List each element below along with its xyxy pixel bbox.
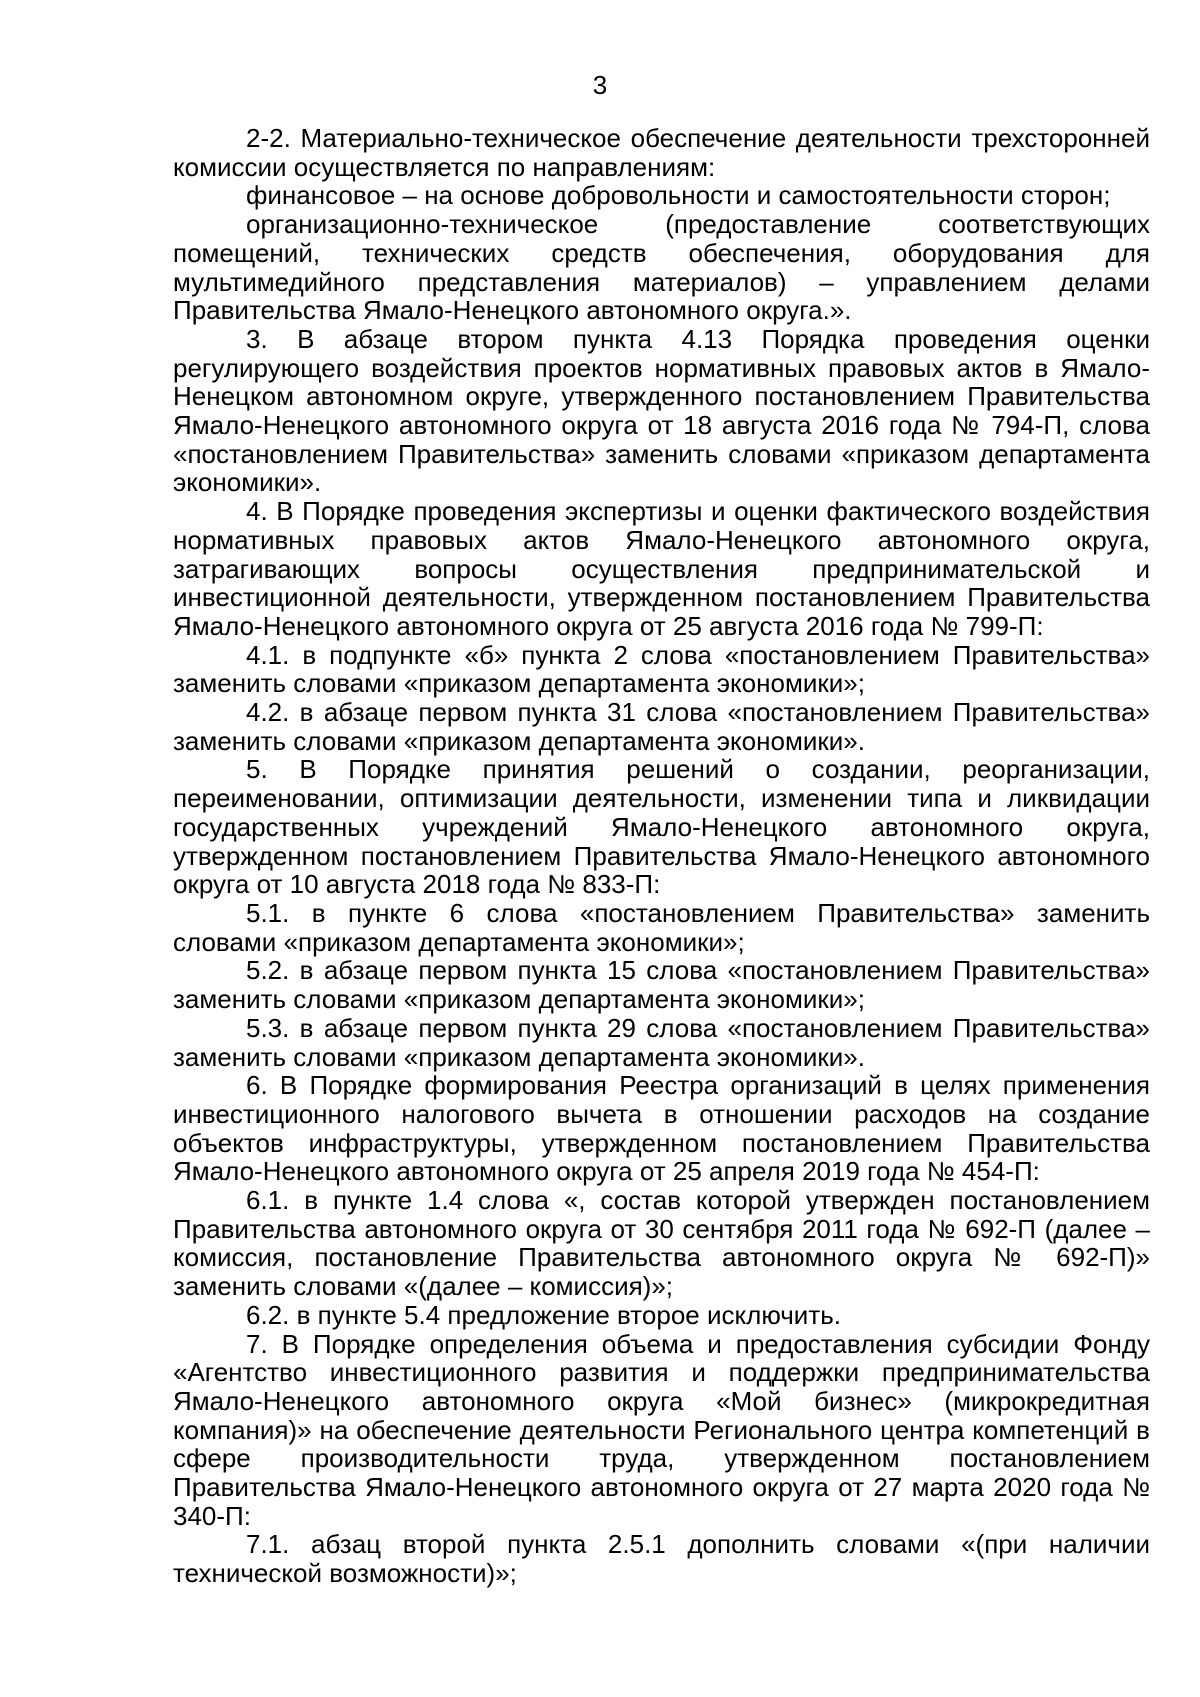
paragraph-6-2: 6.2. в пункте 5.4 предложение второе исключить.: [246, 1299, 842, 1330]
paragraph-7: 7. В Порядке определения объема и предоставления субсидии Фонду «Агентство инвестиционного развития и поддержки предпринимательства Ямало-Ненецкого автономного округа «Мой бизнес» (микрокредитная компания)» на обеспечение деятельности Регионального центра компетенций в сфере производительности труда, утвержденном постановлением Правительства Ямало-Ненецкого автономного округа от 27 марта 2020 года № 340-П:: [173, 1328, 1150, 1531]
paragraph-6-1: 6.1. в пункте 1.4 слова «, состав которой утвержден постановлением Правительства автономного округа от 30 сентября 2011 года № 692-П (далее – комиссия, постановление Правительства автономного округа № 692-П)» заменить словами «(далее – комиссия)»;: [173, 1185, 1150, 1302]
paragraph-5-2: 5.2. в абзаце первом пункта 15 слова «постановлением Правительства» заменить словами «приказом департамента экономики»;: [173, 955, 1150, 1015]
paragraph-7-1: 7.1. абзац второй пункта 2.5.1 дополнить словами «(при наличии технической возможности)»;: [173, 1529, 1150, 1589]
document-body: [173, 124, 1150, 1588]
paragraph-5: 5. В Порядке принятия решений о создании, реорганизации, переименовании, оптимизации деятельности, изменении типа и ликвидации государственных учреждений Ямало-Ненецкого автономного округа, утвержденном постановлением Правительства Ямало-Ненецкого автономного округа от 10 августа 2018 года № 833-П:: [173, 754, 1150, 900]
paragraph-5-3: 5.3. в абзаце первом пункта 29 слова «постановлением Правительства» заменить словами «приказом департамента экономики».: [173, 1012, 1150, 1072]
paragraph-6: 6. В Порядке формирования Реестра организаций в целях применения инвестиционного налогового вычета в отношении расходов на создание объектов инфраструктуры, утвержденном постановлением Правительства Ямало-Ненецкого автономного округа от 25 апреля 2019 года № 454-П:: [173, 1070, 1150, 1187]
paragraph-5-1: 5.1. в пункте 6 слова «постановлением Правительства» заменить словами «приказом департамента экономики»;: [173, 897, 1150, 957]
paragraph-4-1: 4.1. в подпункте «б» пункта 2 слова «постановлением Правительства» заменить словами «приказом департамента экономики»;: [173, 639, 1150, 699]
paragraph-4: 4. В Порядке проведения экспертизы и оценки фактического воздействия нормативных правовых актов Ямало-Ненецкого автономного округа, затрагивающих вопросы осуществления предпринимательской и инвестиционной деятельности, утвержденном постановлением Правительства Ямало-Ненецкого автономного округа от 25 августа 2016 года № 799-П:: [173, 496, 1150, 641]
paragraph-2-2: 2-2. Материально-техническое обеспечение деятельности трехсторонней комиссии осуществляется по направлениям:: [173, 123, 1150, 182]
paragraph-4-2: 4.2. в абзаце первом пункта 31 слова «постановлением Правительства» заменить словами «приказом департамента экономики».: [173, 697, 1150, 756]
paragraph-organizational: организационно-техническое (предоставление соответствующих помещений, технических средств обеспечения, оборудования для мультимедийного представления материалов) – управлением делами Правительства Ямало-Ненецкого автономного округа.».: [173, 209, 1150, 326]
paragraph-3: 3. В абзаце втором пункта 4.13 Порядка проведения оценки регулирующего воздействия проектов нормативных правовых актов в Ямало-Ненецком автономном округе, утвержденного постановлением Правительства Ямало-Ненецкого автономного округа от 18 августа 2016 года № 794-П, слова «постановлением Правительства» заменить словами «приказом департамента экономики».: [173, 323, 1150, 498]
page-number: 3: [592, 70, 608, 100]
paragraph-financial: финансовое – на основе добровольности и самостоятельности сторон;: [246, 180, 1111, 211]
